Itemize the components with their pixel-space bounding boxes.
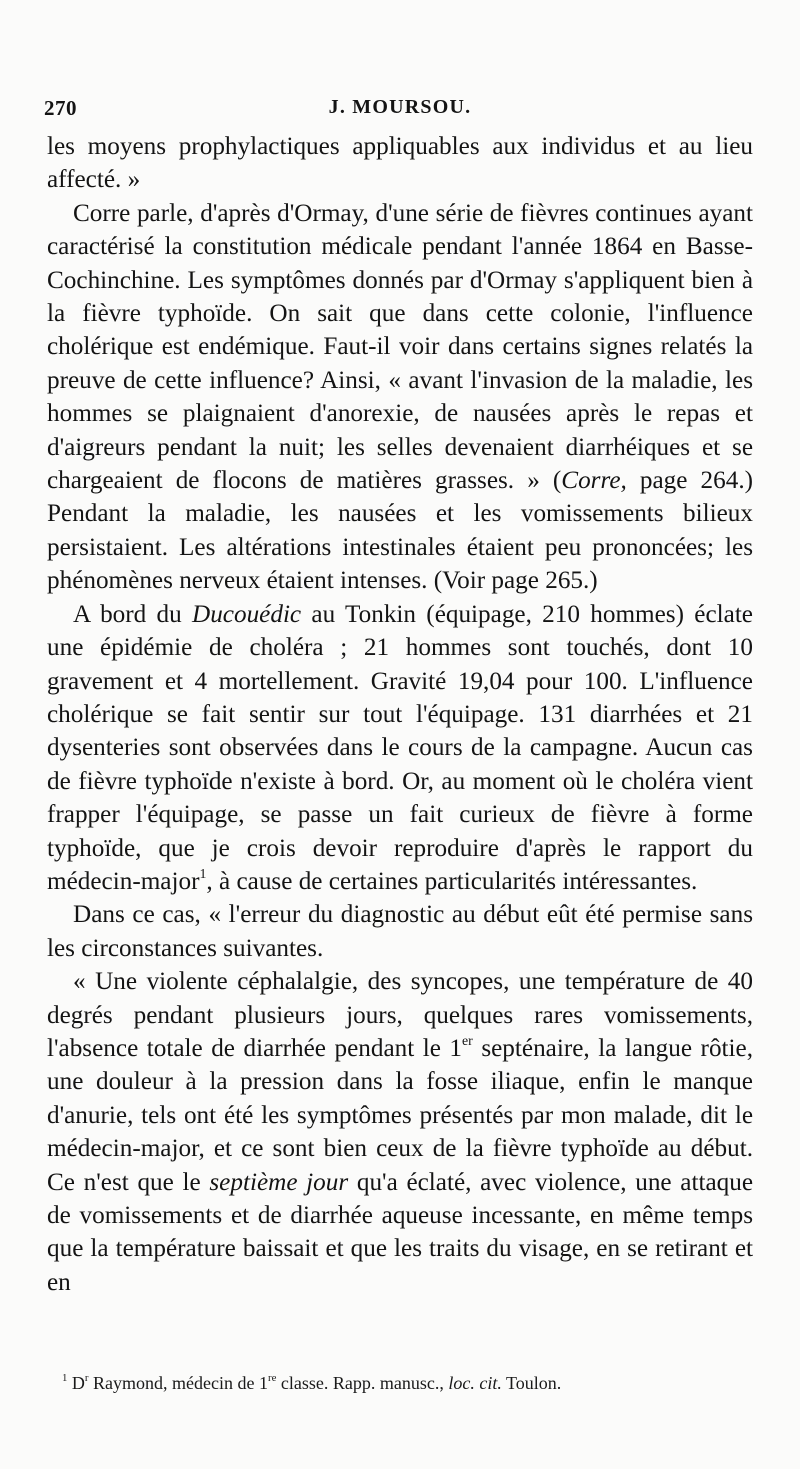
paragraph-p1 (47, 130, 753, 197)
text-run: Dans ce cas, « l'erreur du diagnostic au début eût été permise sans les circonstances suivantes. (47, 901, 753, 962)
text-run: qu'a éclaté, avec violence, une attaque de vomissements et de diarrhée aqueuse incessante, en même temps que la température baissait et que les traits du visage, en se retirant et en (47, 1168, 754, 1296)
superscript: re (267, 1371, 277, 1384)
text-run: les moyens prophylactiques appliquables aux individus et au lieu affecté. » (47, 133, 753, 194)
text-run: A bord du (73, 600, 193, 628)
page-number: 270 (44, 96, 77, 120)
page-header (44, 96, 756, 126)
footnote (62, 1371, 752, 1395)
italic-text: septième jour (209, 1168, 349, 1196)
paragraph-p4 (47, 898, 753, 965)
superscript: er (462, 1033, 473, 1049)
footnote-marker: 1 (62, 1371, 68, 1384)
italic-text: loc. cit. (448, 1373, 502, 1393)
paragraph-p3 (47, 598, 753, 899)
body-text (47, 130, 753, 1299)
italic-text: Ducouédic (192, 600, 302, 628)
text-run: Raymond, médecin de 1 (88, 1373, 268, 1393)
text-run: page 264.) Pendant la maladie, les nausées et les vomissements bilieux persistaient. Les altérations intestinales étaient peu prononcées; les phénomènes nerveux étaient intenses. (Voir page 265.) (47, 467, 754, 595)
text-run: , à cause de certaines particularités intéressantes. (206, 867, 698, 895)
paragraph-p2 (47, 197, 753, 598)
text-run: D (67, 1373, 85, 1393)
text-run: Toulon. (501, 1373, 562, 1393)
paragraph-p5 (47, 965, 753, 1299)
text-run: classe. Rapp. manusc., (276, 1373, 449, 1393)
superscript: 1 (199, 866, 207, 882)
text-run: septénaire, la langue rôtie, une douleur à la pression dans la fosse iliaque, enfin le manque d'anurie, tels ont été les symptômes présentés par mon malade, dit le médecin-major, et ce sont bien ceux de la fièvre typhoïde au début. Ce n'est que le (47, 1034, 754, 1196)
text-run: « Une violente céphalalgie, des syncopes, une température de 40 degrés pendant plusieurs jours, quelques rares vomissements, l'absence totale de diarrhée pendant le 1 (47, 968, 753, 1062)
text-run: au Tonkin (équipage, 210 hommes) éclate une épidémie de choléra ; 21 hommes sont touchés, dont 10 gravement et 4 mortellement. Gravité 19,04 pour 100. L'influence cholérique se fait sentir sur tout l'équipage. 131 diarrhées et 21 dysenteries sont observées dans le cours de la campagne. Aucun cas de fièvre typhoïde n'existe à bord. Or, au moment où le choléra vient frapper l'équipage, se passe un fait curieux de fièvre à forme typhoïde, que je crois devoir reproduire d'après le rapport du médecin-major (47, 600, 753, 895)
running-head: J. MOURSOU. (328, 96, 472, 118)
italic-text: Corre, (561, 467, 627, 495)
text-run: Corre parle, d'après d'Ormay, d'une série de fièvres continues ayant caractérisé la constitution médicale pendant l'année 1864 en Basse-Cochinchine. Les symptômes donnés par d'Ormay s'appliquent bien à la fièvre typhoïde. On sait que dans cette colonie, l'influence cholérique est endémique. Faut-il voir dans certains signes relatés la preuve de cette influence? Ainsi, « avant l'invasion de la maladie, les hommes se plaignaient d'anorexie, de nausées après le repas et d'aigreurs pendant la nuit; les selles devenaient diarrhéiques et se chargeaient de flocons de matières grasses. » ( (47, 199, 753, 495)
superscript: r (84, 1371, 89, 1384)
